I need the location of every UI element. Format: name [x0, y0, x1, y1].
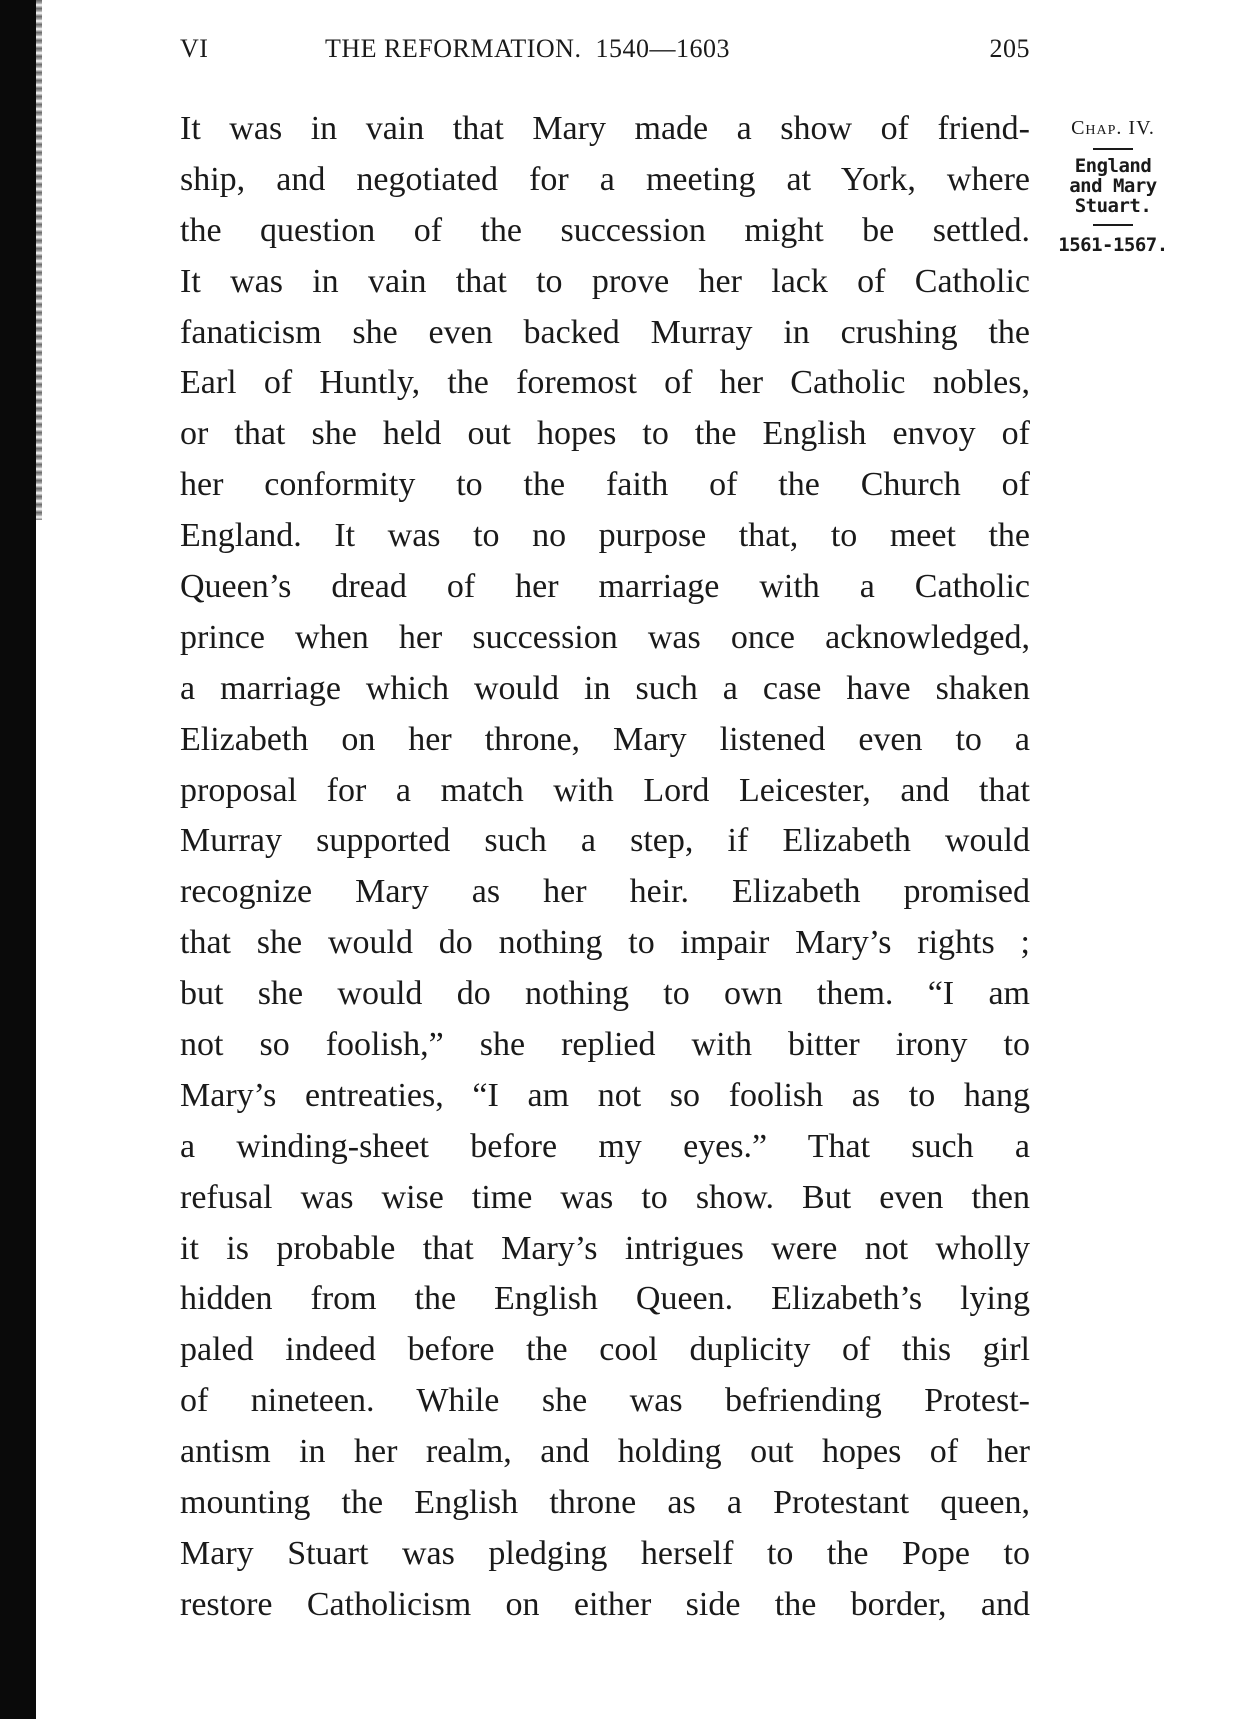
text-line: fanaticism she even backed Murray in crushing the: [180, 313, 1030, 351]
text-line: but she would do nothing to own them. “I am: [180, 975, 1030, 1013]
margin-rule: [1093, 224, 1133, 226]
running-head: [180, 30, 1030, 70]
text-line: paled indeed before the cool duplicity of this girl: [180, 1331, 1030, 1369]
text-line: ship, and negotiated for a meeting at York, where: [180, 160, 1030, 198]
text-line: Mary Stuart was pledging herself to the Pope to: [180, 1534, 1030, 1572]
text-line: restore Catholicism on either side the border, and: [180, 1585, 1030, 1623]
margin-topic-line: Stuart.: [1074, 195, 1152, 217]
margin-notes: [1048, 117, 1178, 256]
margin-topic-line: England: [1074, 155, 1152, 177]
body-paragraph: [180, 104, 1030, 1631]
text-line: the question of the succession might be settled.: [180, 211, 1030, 249]
text-line: or that she held out hopes to the English envoy of: [180, 415, 1030, 453]
chapter-roman-numeral: VI: [180, 34, 209, 63]
text-line: Murray supported such a step, if Elizabeth would: [180, 822, 1030, 860]
page-number: 205: [989, 34, 1030, 63]
text-line: a winding-sheet before my eyes.” That such a: [180, 1127, 1030, 1165]
text-line: not so foolish,” she replied with bitter irony to: [180, 1026, 1030, 1064]
text-line: of nineteen. While she was befriending Protest-: [180, 1382, 1030, 1420]
text-line: antism in her realm, and holding out hopes of her: [180, 1433, 1030, 1471]
text-line: mounting the English throne as a Protestant queen,: [180, 1484, 1030, 1522]
margin-topic-line: and Mary: [1069, 175, 1157, 197]
text-line: prince when her succession was once acknowledged,: [180, 618, 1030, 656]
text-line: It was in vain that to prove her lack of Catholic: [180, 262, 1030, 300]
text-line: her conformity to the faith of the Church of: [180, 466, 1030, 504]
text-line: It was in vain that Mary made a show of friend-: [180, 110, 1030, 147]
text-line: Elizabeth on her throne, Mary listened even to a: [180, 720, 1030, 758]
margin-years: 1561-1567.: [1058, 234, 1168, 256]
text-line: refusal was wise time was to show. But even then: [180, 1178, 1030, 1216]
text-line: Earl of Huntly, the foremost of her Catholic nobles,: [180, 364, 1030, 402]
text-line: Mary’s entreaties, “I am not so foolish as to hang: [180, 1076, 1030, 1114]
book-title: THE REFORMATION. 1540—1603: [325, 34, 730, 63]
text-line: it is probable that Mary’s intrigues were not wholly: [180, 1229, 1030, 1267]
scan-binding-edge: [0, 0, 36, 1719]
text-line: a marriage which would in such a case have shaken: [180, 669, 1030, 707]
text-line: proposal for a match with Lord Leicester, and that: [180, 771, 1030, 809]
text-line: England. It was to no purpose that, to meet the: [180, 517, 1030, 555]
text-line: Queen’s dread of her marriage with a Catholic: [180, 568, 1030, 606]
text-line: that she would do nothing to impair Mary’s rights ;: [180, 924, 1030, 962]
margin-chapter-ref: Chap. IV.: [1071, 117, 1155, 139]
margin-rule: [1093, 148, 1133, 150]
text-line: recognize Mary as her heir. Elizabeth promised: [180, 873, 1030, 911]
text-line: hidden from the English Queen. Elizabeth’s lying: [180, 1280, 1030, 1318]
